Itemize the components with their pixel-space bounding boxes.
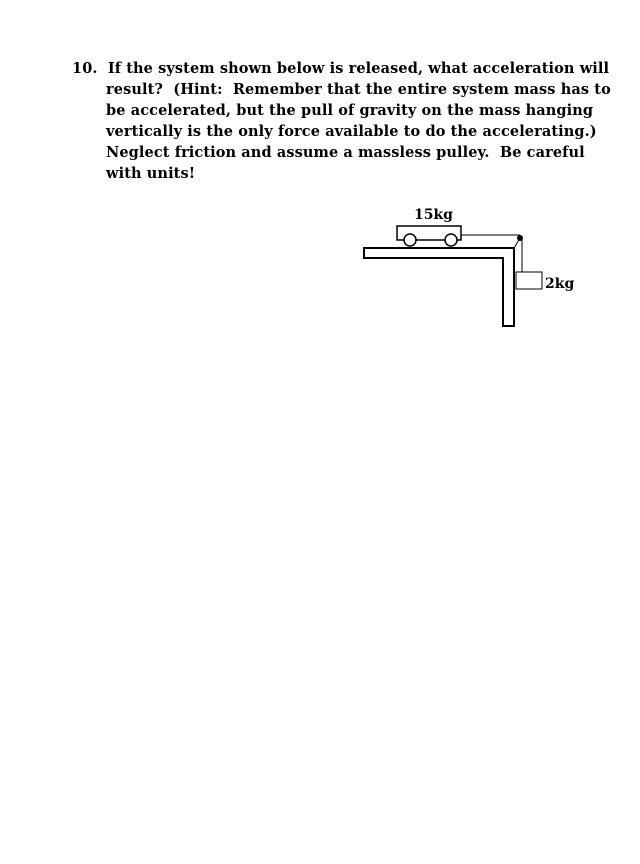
problem-line-2: result? (Hint: Remember that the entire system mass has to	[106, 81, 611, 98]
problem-line-1-text: If the system shown below is released, what acceleration will	[107, 60, 610, 77]
pulley-bracket	[514, 238, 520, 248]
problem-line-5: Neglect friction and assume a massless pulley. Be careful	[106, 144, 585, 161]
cart-wheel-right	[445, 234, 457, 246]
cart-wheel-left	[404, 234, 416, 246]
problem-line-3: be accelerated, but the pull of gravity on the mass hanging	[106, 102, 594, 119]
table-outline	[364, 248, 514, 326]
hanging-mass-label: 2kg	[545, 276, 575, 292]
problem-line-6: with units!	[106, 165, 196, 182]
hanging-mass	[516, 272, 542, 289]
problem-number: 10.	[72, 60, 98, 77]
cart-mass-label: 15kg	[414, 207, 453, 223]
problem-line-4: vertically is the only force available to do the accelerating.)	[106, 123, 597, 140]
